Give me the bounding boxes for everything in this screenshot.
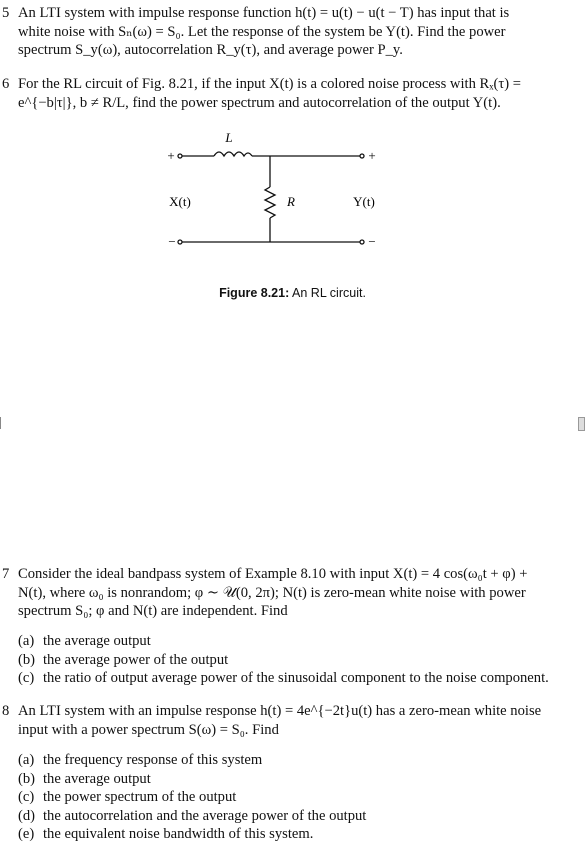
list-item (18, 669, 578, 688)
list-item (18, 632, 578, 651)
item-label: (b) (18, 651, 36, 668)
item-label: (d) (18, 807, 36, 824)
input-label: X(t) (169, 194, 191, 209)
problem-8-items (18, 751, 578, 844)
list-item (18, 807, 578, 826)
list-item (18, 825, 578, 844)
minus-right-label: − (368, 234, 376, 249)
problem-7-items (18, 632, 578, 688)
resistor-label: R (287, 194, 295, 209)
item-text: the ratio of output average power of the sinusoidal component to the noise component. (43, 670, 549, 686)
terminal-bottom-left (178, 240, 182, 244)
item-text: the autocorrelation and the average power of the output (43, 807, 367, 824)
problem-text-line: N(t), where ω₀ is nonrandom; φ ∼ 𝒰(0, 2π); N(t) is zero-mean white noise with power (18, 584, 526, 601)
item-label: (c) (18, 789, 35, 805)
problem-text-line: spectrum S_y(ω), autocorrelation R_y(τ), and average power P_y. (18, 42, 403, 58)
figure-caption-text: An RL circuit. (292, 286, 366, 300)
output-label: Y(t) (353, 194, 375, 209)
item-text: the average output (43, 770, 151, 787)
item-text: the power spectrum of the output (43, 789, 237, 805)
plus-right-label: + (368, 148, 376, 163)
item-text: the average power of the output (43, 651, 229, 668)
item-label: (e) (18, 826, 35, 842)
problem-6 (0, 75, 578, 112)
problem-text-line: For the RL circuit of Fig. 8.21, if the input X(t) is a colored noise process with Rₓ(τ) = (18, 76, 521, 92)
item-label: (a) (18, 633, 35, 649)
terminal-top-right (360, 154, 364, 158)
problem-number: 6 (2, 76, 10, 92)
item-text: the equivalent noise bandwidth of this system. (43, 826, 314, 842)
rl-circuit-diagram (0, 125, 585, 275)
item-text: the frequency response of this system (43, 752, 263, 768)
problem-number: 8 (2, 703, 10, 719)
list-item (18, 651, 578, 670)
problem-text-line: spectrum S₀; φ and N(t) are independent. Find (18, 603, 288, 619)
problem-7 (0, 565, 578, 621)
minus-left-label: − (168, 234, 176, 249)
item-text: the average output (43, 633, 151, 649)
plus-left-label: + (167, 148, 175, 163)
list-item (18, 751, 578, 770)
problem-8 (0, 702, 578, 739)
problem-text-line: input with a power spectrum S(ω) = S₀. Find (18, 721, 279, 738)
inductor-symbol (214, 152, 252, 156)
item-label: (b) (18, 770, 36, 787)
figure-caption (0, 286, 585, 300)
list-item (18, 788, 578, 807)
problem-text-line: An LTI system with an impulse response h(t) = 4e^{−2t}u(t) has a zero-mean white noise (18, 703, 542, 719)
problem-text-line: white noise with Sₙ(ω) = S₀. Let the response of the system be Y(t). Find the power (18, 23, 506, 40)
list-item (18, 770, 578, 789)
problem-number: 7 (2, 566, 10, 582)
item-label: (c) (18, 670, 35, 686)
figure-caption-label: Figure 8.21: (219, 286, 290, 300)
problem-text-line: An LTI system with impulse response function h(t) = u(t) − u(t − T) has input that is (18, 5, 510, 21)
problem-text-line: e^{−b|τ|}, b ≠ R/L, find the power spectrum and autocorrelation of the output Y(t). (18, 94, 501, 111)
problem-number: 5 (2, 5, 10, 21)
item-label: (a) (18, 752, 35, 768)
resistor-symbol (265, 187, 275, 218)
inductor-label: L (225, 130, 233, 145)
right-margin-mark (578, 417, 585, 431)
problem-text-line: Consider the ideal bandpass system of Example 8.10 with input X(t) = 4 cos(ω₀t + φ) + (18, 566, 528, 582)
problem-5 (0, 4, 578, 60)
left-margin-mark (0, 417, 6, 429)
terminal-top-left (178, 154, 182, 158)
terminal-bottom-right (360, 240, 364, 244)
